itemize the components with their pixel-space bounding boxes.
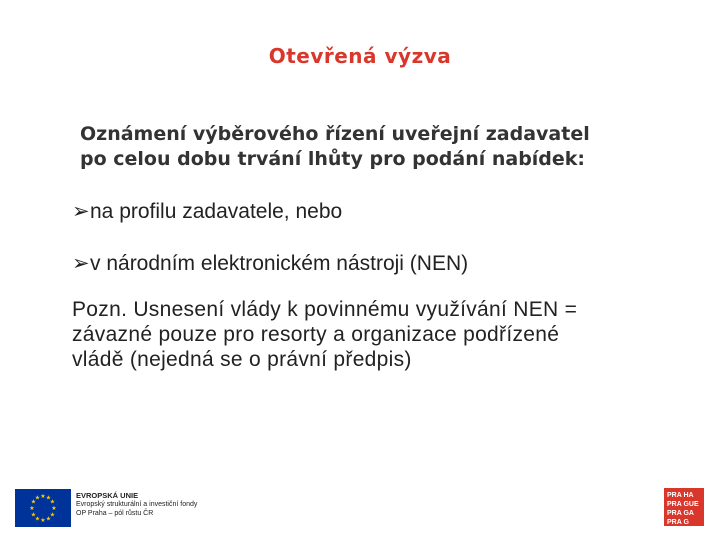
- intro-line-1: Oznámení výběrového řízení uveřejní zadavatel: [80, 123, 590, 145]
- svg-text:★: ★: [51, 505, 57, 512]
- bullet-list: [72, 200, 468, 304]
- arrow-bullet-icon: ➢: [72, 252, 90, 275]
- bullet-item: [72, 252, 468, 276]
- svg-text:★: ★: [30, 511, 37, 519]
- eu-flag-logo: [15, 489, 71, 527]
- intro-line-2: po celou dobu trvání lhůty pro podání nabídek:: [80, 148, 586, 170]
- bullet-item: [72, 200, 468, 224]
- svg-text:★: ★: [40, 493, 46, 500]
- svg-text:PRA G: PRA G: [667, 519, 689, 526]
- svg-text:★: ★: [34, 494, 41, 502]
- svg-text:PRA HA: PRA HA: [667, 492, 694, 499]
- svg-text:★: ★: [34, 515, 41, 523]
- svg-text:★: ★: [49, 498, 56, 506]
- bullet-text: v národním elektronickém nástroji (NEN): [90, 252, 469, 275]
- svg-text:★: ★: [30, 498, 37, 506]
- svg-text:★: ★: [45, 515, 52, 523]
- eu-line-2: OP Praha – pól růstu ČR: [76, 510, 154, 517]
- svg-text:★: ★: [49, 511, 56, 519]
- svg-text:★: ★: [29, 505, 35, 512]
- slide-title: Otevřená výzva: [268, 44, 452, 68]
- eu-funding-text: [76, 491, 216, 518]
- bullet-text: na profilu zadavatele, nebo: [90, 200, 343, 223]
- note-text: [72, 297, 672, 372]
- intro-text: [80, 122, 700, 172]
- svg-text:PRA GUE: PRA GUE: [667, 501, 699, 508]
- svg-text:PRA GA: PRA GA: [667, 510, 694, 517]
- note-line-3: vládě (nejedná se o právní předpis): [72, 348, 412, 371]
- svg-text:★: ★: [40, 517, 46, 524]
- eu-line-1: Evropský strukturální a investiční fondy: [76, 501, 198, 508]
- arrow-bullet-icon: ➢: [72, 200, 90, 223]
- note-line-2: závazné pouze pro resorty a organizace podřízené: [72, 323, 560, 346]
- praha-logo: [664, 488, 704, 526]
- svg-text:★: ★: [45, 494, 52, 502]
- note-line-1: Pozn. Usnesení vlády k povinnému využívání NEN =: [72, 298, 578, 321]
- eu-heading: EVROPSKÁ UNIE: [76, 491, 139, 500]
